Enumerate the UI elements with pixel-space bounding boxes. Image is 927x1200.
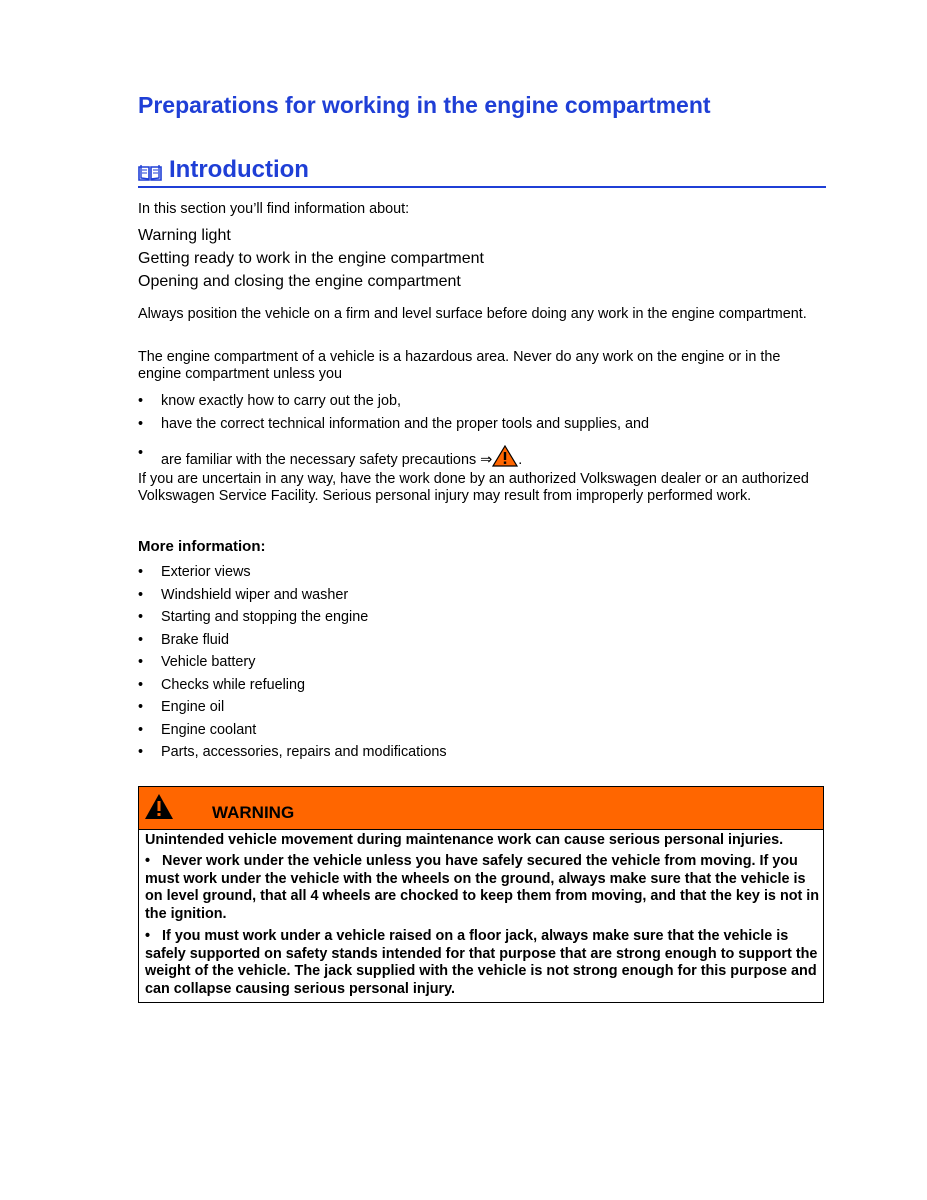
- paragraph-hazardous-area: The engine compartment of a vehicle is a hazardous area. Never do any work on the engine or in the engine compartment unless you: [138, 349, 781, 382]
- more-info-link[interactable]: Checks while refueling: [161, 677, 305, 693]
- more-info-link[interactable]: Brake fluid: [161, 632, 229, 648]
- topic-link-getting-ready[interactable]: Getting ready to work in the engine compartment: [138, 250, 484, 267]
- warning-item: [145, 853, 820, 923]
- more-info-link[interactable]: Exterior views: [161, 564, 251, 580]
- more-info-link[interactable]: Windshield wiper and washer: [161, 587, 349, 603]
- warning-box: [138, 786, 824, 1003]
- section-title: Introduction: [169, 156, 309, 183]
- list-item-end: .: [518, 452, 523, 468]
- more-info-heading: More information:: [138, 538, 266, 555]
- paragraph-position-vehicle: Always position the vehicle on a firm and level surface before doing any work in the engine compartment.: [138, 306, 807, 322]
- bullet: •: [138, 393, 144, 409]
- bullet: •: [145, 853, 151, 869]
- section-header: [138, 156, 826, 188]
- paragraph-uncertain: If you are uncertain in any way, have the work done by an authorized Volkswagen dealer or an authorized Volkswagen Service Facility. Serious personal injury may result from improperly performed work.: [138, 471, 809, 504]
- warning-triangle-icon[interactable]: [492, 445, 518, 467]
- bullet: •: [138, 722, 144, 738]
- intro-text: In this section you’ll find information about:: [138, 201, 410, 217]
- warning-item: [145, 928, 820, 998]
- topic-link-warning-light[interactable]: Warning light: [138, 227, 231, 244]
- warning-header: [139, 787, 823, 830]
- warning-item-text: Never work under the vehicle unless you have safely secured the vehicle from moving. If you must work under the vehicle with the wheels on the ground, always make sure that the vehicle is on level ground, that all 4 wheels are chocked to keep them from moving, and that the key is not in the ignition.: [145, 853, 820, 922]
- bullet: •: [138, 416, 144, 432]
- bullet: •: [138, 609, 144, 625]
- more-info-link[interactable]: Engine coolant: [161, 722, 257, 738]
- bullet: •: [138, 744, 144, 760]
- warning-intro: Unintended vehicle movement during maintenance work can cause serious personal injuries.: [145, 832, 784, 848]
- bullet: •: [138, 632, 144, 648]
- list-item-text: [161, 445, 522, 469]
- more-info-link[interactable]: Parts, accessories, repairs and modifications: [161, 744, 447, 760]
- topic-link-opening-closing[interactable]: Opening and closing the engine compartment: [138, 273, 461, 290]
- bullet: •: [138, 445, 144, 461]
- warning-item-text: If you must work under a vehicle raised on a floor jack, always make sure that the vehicle is safely supported on safety stands intended for that purpose that are strong enough to support the weight of the vehicle. The jack supplied with the vehicle is not strong enough for this purpose and can collapse causing serious personal injury.: [145, 928, 818, 997]
- bullet: •: [138, 654, 144, 670]
- list-item-text: have the correct technical information and the proper tools and supplies, and: [161, 416, 649, 432]
- warning-label: WARNING: [212, 803, 295, 822]
- more-info-link[interactable]: Vehicle battery: [161, 654, 256, 670]
- bullet: •: [138, 677, 144, 693]
- page-title: Preparations for working in the engine compartment: [138, 92, 711, 118]
- bullet: •: [138, 587, 144, 603]
- list-item-text: know exactly how to carry out the job,: [161, 393, 401, 409]
- warning-triangle-icon: [144, 793, 174, 820]
- bullet: •: [145, 928, 151, 944]
- bullet: •: [138, 564, 144, 580]
- more-info-link[interactable]: Starting and stopping the engine: [161, 609, 369, 625]
- more-info-link[interactable]: Engine oil: [161, 699, 225, 715]
- safety-precautions-text: are familiar with the necessary safety precautions ⇒: [161, 452, 493, 468]
- book-icon: [138, 164, 162, 182]
- bullet: •: [138, 699, 144, 715]
